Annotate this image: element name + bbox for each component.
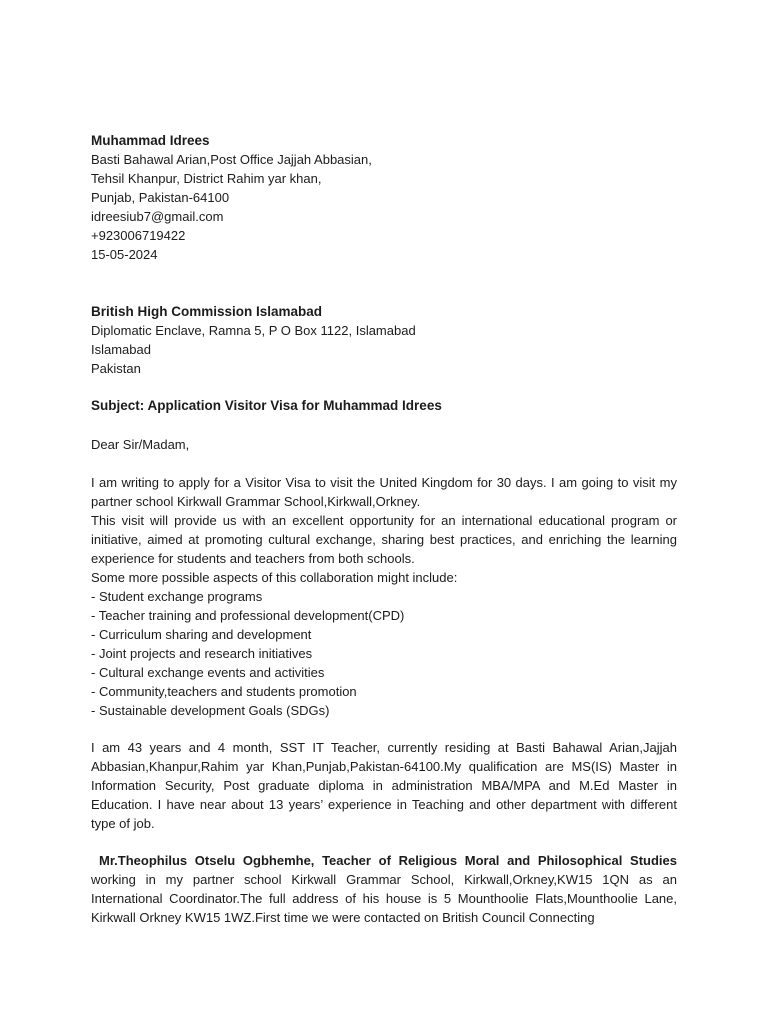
paragraph-background: I am 43 years and 4 month, SST IT Teacher, currently residing at Basti Bahawal Arian,Jajjah Abbasian,Khanpur,Rahim yar Khan,Punjab,Pakistan-64100.My qualification are MS(IS) Master in Information Security, Post graduate diploma in administration MBA/MPA and M.Ed Master in Education. I have near about 13 years’ experience in Teaching and other department with different type of job. [91, 740, 677, 831]
letter-body-intro [91, 473, 677, 720]
aspect-list-item: - Curriculum sharing and development [91, 627, 312, 642]
recipient-address-line: Islamabad [91, 342, 151, 357]
letter-body-background [91, 738, 677, 833]
paragraph-purpose: I am writing to apply for a Visitor Visa to visit the United Kingdom for 30 days. I am going to visit my partner school Kirkwall Grammar School,Kirkwall,Orkney. [91, 475, 677, 509]
sender-email: idreesiub7@gmail.com [91, 209, 224, 224]
paragraph-opportunity: This visit will provide us with an excellent opportunity for an international educational program or initiative, aimed at promoting cultural exchange, sharing best practices, and enriching the learning experience for students and teachers from both schools. [91, 513, 677, 566]
aspect-list-item: - Sustainable development Goals (SDGs) [91, 703, 330, 718]
recipient-name: British High Commission Islamabad [91, 304, 323, 319]
aspects-intro: Some more possible aspects of this collaboration might include: [91, 570, 458, 585]
aspect-list-item: - Community,teachers and students promotion [91, 684, 357, 699]
sender-block [91, 131, 691, 264]
paragraph-host [91, 851, 677, 927]
sender-address-line: Tehsil Khanpur, District Rahim yar khan, [91, 171, 322, 186]
aspect-list-item: - Teacher training and professional development(CPD) [91, 608, 405, 623]
host-details: working in my partner school Kirkwall Grammar School, Kirkwall,Orkney,KW15 1QN as an International Coordinator.The full address of his house is 5 Mounthoolie Flats,Mounthoolie Lane, Kirkwall Orkney KW15 1WZ.First time we were contacted on British Council Connecting [91, 872, 677, 925]
aspect-list-item: - Joint projects and research initiatives [91, 646, 313, 661]
aspect-list-item: - Student exchange programs [91, 589, 263, 604]
letter-subject: Subject: Application Visitor Visa for Muhammad Idrees [91, 398, 442, 413]
sender-name: Muhammad Idrees [91, 133, 210, 148]
letter-body-host [91, 851, 677, 927]
recipient-address-line: Pakistan [91, 361, 141, 376]
host-name: Mr.Theophilus Otselu Ogbhemhe, Teacher of Religious Moral and Philosophical Studies [99, 853, 677, 868]
sender-address-line: Basti Bahawal Arian,Post Office Jajjah Abbasian, [91, 152, 372, 167]
recipient-block [91, 302, 691, 378]
sender-phone: +923006719422 [91, 228, 186, 243]
letter-date: 15-05-2024 [91, 247, 158, 262]
recipient-address-line: Diplomatic Enclave, Ramna 5, P O Box 1122, Islamabad [91, 323, 416, 338]
sender-address-line: Punjab, Pakistan-64100 [91, 190, 230, 205]
aspect-list-item: - Cultural exchange events and activities [91, 665, 325, 680]
salutation: Dear Sir/Madam, [91, 437, 190, 452]
